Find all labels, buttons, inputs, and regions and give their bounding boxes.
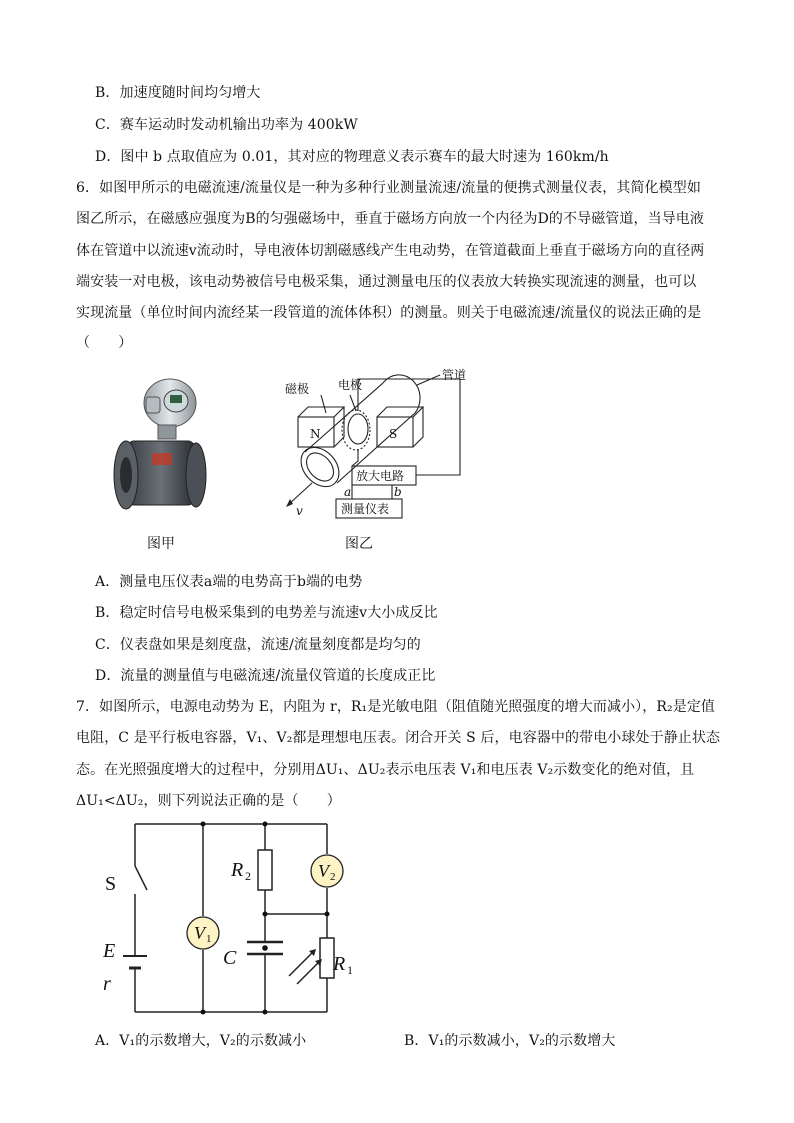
flowmeter-schematic: [280, 365, 480, 525]
q7-stem-line-2: 电阻，C 是平行板电容器，V₁、V₂都是理想电压表。闭合开关 S 后，电容器中的带电小球处于静止状态: [76, 730, 721, 746]
q6-stem-line-1: 6．如图甲所示的电磁流速/流量仪是一种为多种行业测量流速/流量的便携式测量仪表，其简化模型如: [76, 180, 701, 196]
q6-stem-line-6: （ ）: [76, 335, 133, 351]
label-v2-sub: 2: [330, 871, 336, 883]
q7-stem-line-4: ΔU₁<ΔU₂，则下列说法正确的是（ ）: [76, 793, 341, 809]
label-n-pole: N: [310, 427, 321, 441]
fig-jia-caption: 图甲: [147, 536, 175, 552]
q5-option-d: D．图中 b 点取值应为 0.01，其对应的物理意义表示赛车的最大时速为 160km/h: [95, 149, 609, 165]
label-v2: V: [318, 861, 329, 881]
label-r2: R: [231, 859, 244, 881]
fig-yi-caption: 图乙: [345, 536, 373, 552]
label-amplifier: 放大电路: [356, 469, 405, 483]
q6-stem-line-3: 体在管道中以流速v流动时，导电液体切割磁感线产生电动势，在管道截面上垂直于磁场方向的直径两: [76, 243, 705, 259]
q6-stem-line-2: 图乙所示，在磁感应强度为B的匀强磁场中，垂直于磁场方向放一个内径为D的不导磁管道，当导电液: [76, 211, 705, 227]
q6-option-c: C．仪表盘如果是刻度盘，流速/流量刻度都是均匀的: [95, 637, 421, 653]
label-v: v: [296, 504, 303, 518]
q6-stem-line-4: 端安装一对电极，该电动势被信号电极采集，通过测量电压的仪表放大转换实现流速的测量，也可以: [76, 274, 697, 290]
label-electrode: 电极: [338, 378, 363, 392]
label-s-pole: S: [389, 427, 398, 441]
label-r1-sub: 1: [347, 963, 353, 977]
q6-stem-line-5: 实现流量（单位时间内流经某一段管道的流体体积）的测量。则关于电磁流速/流量仪的说法正确的是: [76, 305, 702, 321]
q5-option-c: C．赛车运动时发动机输出功率为 400kW: [95, 117, 358, 133]
label-v1: V: [194, 923, 205, 943]
flowmeter-photo: [100, 375, 210, 530]
label-v1-sub: 1: [206, 933, 212, 945]
label-switch-s: S: [105, 873, 117, 895]
q5-option-b: B．加速度随时间均匀增大: [95, 85, 261, 101]
q7-option-b: B．V₁的示数减小，V₂的示数增大: [404, 1033, 616, 1049]
label-pipe: 管道: [442, 368, 467, 382]
q7-stem-line-1: 7．如图所示，电源电动势为 E，内阻为 r，R₁是光敏电阻（阻值随光照强度的增大而减小），R₂是定值: [76, 699, 716, 715]
q6-option-b: B．稳定时信号电极采集到的电势差与流速v大小成反比: [95, 605, 438, 621]
q7-stem-line-3: 态。在光照强度增大的过程中，分别用ΔU₁、ΔU₂表示电压表 V₁和电压表 V₂示数变化的绝对值，且: [76, 762, 695, 778]
q6-option-a: A．测量电压仪表a端的电势高于b端的电势: [95, 574, 363, 590]
label-resistance-r: r: [103, 973, 111, 995]
label-r2-sub: 2: [245, 869, 251, 883]
circuit-diagram: [95, 818, 365, 1018]
label-a: a: [344, 485, 352, 499]
label-b: b: [394, 485, 402, 499]
label-meter: 测量仪表: [341, 502, 390, 516]
label-r1: R: [333, 953, 346, 975]
q7-option-a: A．V₁的示数增大，V₂的示数减小: [95, 1033, 307, 1049]
label-emf-e: E: [103, 940, 116, 962]
q6-option-d: D．流量的测量值与电磁流速/流量仪管道的长度成正比: [95, 668, 436, 684]
label-capacitor-c: C: [223, 947, 237, 969]
label-magnet-pole: 磁极: [285, 382, 310, 396]
